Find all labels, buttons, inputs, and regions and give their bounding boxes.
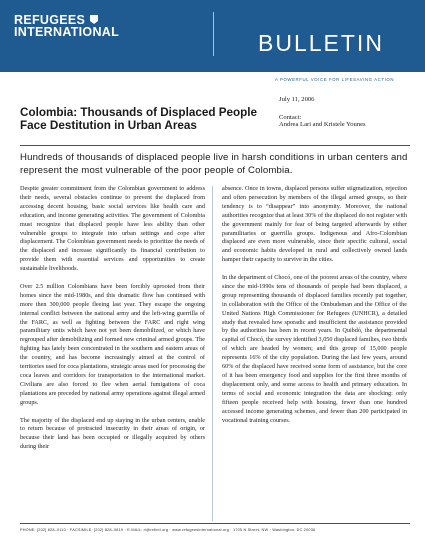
- body-paragraph: absence. Once in towns, displaced persons suffer stigmatization, rejection and often persecution by members of the illegal armed groups, so their tendency is to “disappear” into anonymity. Moreover, the national authorities recognize that at least 30% of the displaced do not register with the government mainly for fear of being targeted afterwards by either paramilitaries or guerrilla groups. Indigenous and Afro-Colombian displaced are even more vulnerable, since their specific cultural, social and economic habits developed in rural and collectively owned lands hamper their capacity to survive in the cities.: [222, 185, 407, 264]
- body-column-left: [20, 185, 205, 461]
- publication-title: BULLETIN: [258, 30, 384, 56]
- body-paragraph: Despite greater commitment from the Colombian government to address their needs, several obstacles continue to prevent the displaced from accessing decent housing, basic social services like health care and education, and income generating activities. The government of Colombia must recognize that displaced people have less ability than other vulnerable groups to integrate into urban settings and cope after displacement. The Colombian government needs to prioritize the needs of the displaced and increase significantly its financial contribution to provide them with essential services and opportunities to create sustainable livelihoods.: [20, 185, 205, 273]
- masthead-divider: [213, 12, 214, 56]
- lead-paragraph: Hundreds of thousands of displaced people live in harsh conditions in urban centers and represent the most vulnerable of the poor people of Colombia.: [20, 152, 408, 176]
- footer-divider: [20, 523, 410, 524]
- footer-contact-info: PHONE: [202] 828–0110 · FACSIMILE: [202] 828–0819 · E-MAIL: ri@refintl.org · www.refugeesinternational.org · 1705 N Street, NW · Washington, DC 20036: [20, 528, 316, 532]
- publication-date: July 11, 2006: [279, 96, 315, 103]
- refugees-international-logo[interactable]: [14, 14, 119, 38]
- body-paragraph: Over 2.5 million Colombians have been forcibly uprooted from their homes since the mid-1980s, and this dramatic flow has continued with more then 300,000 people fleeing last year. They escape the ongoing internal conflict between the national army and the left-wing guerrilla of the FARC, as well as fighting between the FARC and right wing paramilitary units which have not yet been demobilized, or which have regrouped after demobilizing and formed new criminal armed groups. The fighting has lately been concentrated in the southern and eastern areas of the country, and has become increasingly aimed at the control of territories used for coca plantations, strategic areas used for processing the coca leaves and corridors for transportation to the international market. Civilians are also forced to flee when aerial fumigations of coca plantations are preceded by national army operations against illegal armed groups.: [20, 282, 205, 406]
- tagline: A POWERFUL VOICE FOR LIFESAVING ACTION: [275, 77, 395, 82]
- article-headline: Colombia: Thousands of Displaced People Face Destitution in Urban Areas: [20, 106, 258, 132]
- logo-line-1: REFUGEES: [14, 13, 86, 27]
- logo-line-2: INTERNATIONAL: [14, 25, 120, 39]
- headline-divider: [20, 145, 410, 146]
- contact-label: Contact:: [279, 114, 302, 121]
- logo-mark-icon: [90, 15, 98, 24]
- body-paragraph: The majority of the displaced end up staying in the urban centers, unable to return because of protracted insecurity in their areas of origin, or because their land has been occupied or illegally acquired by others during their: [20, 416, 205, 451]
- masthead-bar: [0, 0, 425, 72]
- body-column-right: [222, 185, 407, 434]
- contact-names: Andrea Lari and Kristele Younes: [279, 121, 366, 128]
- body-paragraph: In the department of Chocó, one of the poorest areas of the country, where since the mid-1990s tens of thousands of people had been displaced, a group representing thousands of displaced families recently put together, in collaboration with the Office of the Ombudsman and the Office of the United Nations High Commissioner for Refugees (UNHCR), a detailed study that revealed how sporadic and insufficient the assistance provided by the authorities has been in recent years. In Quibdó, the departmental capital of Chocó, the survey identified 3,050 displaced families, two thirds of which are headed by women; and this group of 15,000 people represents 16% of the city population. During the last few years, around 60% of the displaced have received some form of assistance, but the core of it has been emergency food and supplies for the first three months of displacement only, and some access to health and primary education. In terms of social and economic integration the data are shocking: only fifteen people received help with housing, fewer than one hundred accessed income generating schemes, and fewer than 200 participated in vocational training courses.: [222, 274, 407, 424]
- column-divider: [212, 186, 213, 521]
